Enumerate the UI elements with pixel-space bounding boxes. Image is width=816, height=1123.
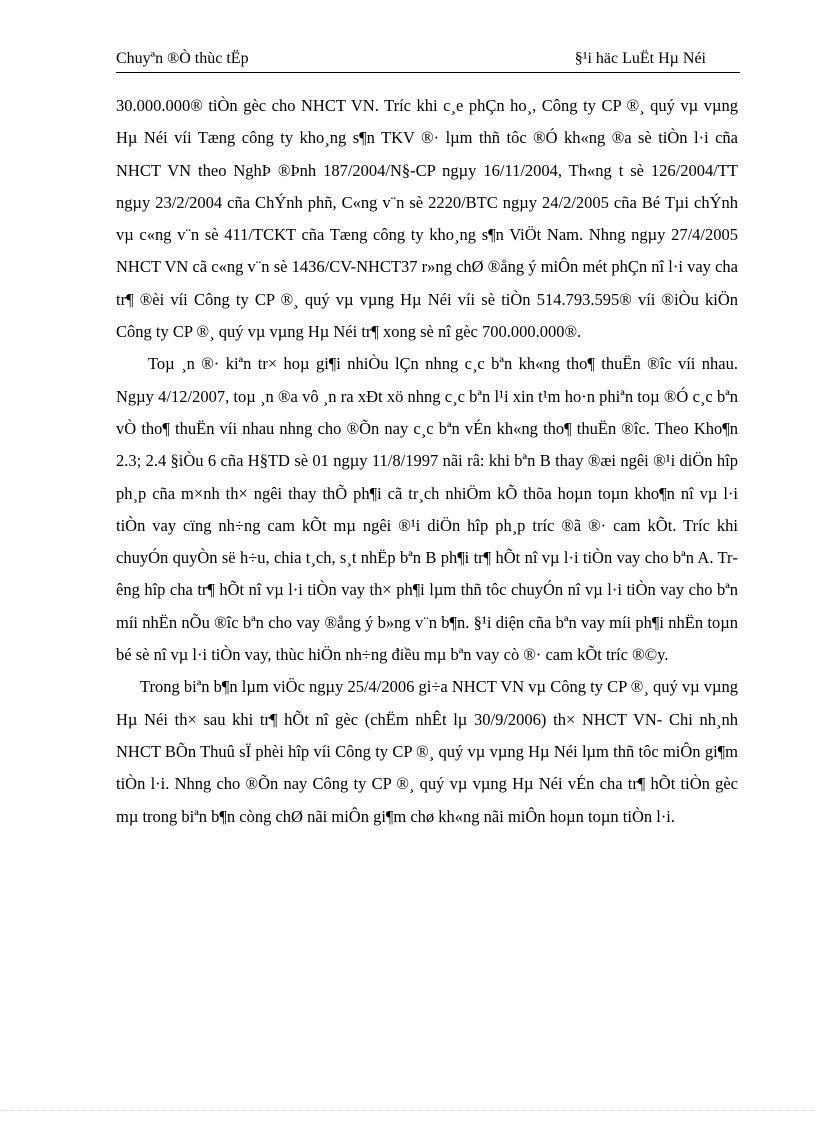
page-bottom-divider xyxy=(0,1110,816,1111)
header-university: §¹i häc LuËt Hµ Néi xyxy=(574,50,706,67)
page-header xyxy=(116,50,740,73)
paragraph-1: 30.000.000® tiÒn gèc cho NHCT VN. Tríc khi c¸e phÇn ho¸, Công ty CP ®¸ quý vµ vµng Hµ Néi víi Tæng công ty kho¸ng s¶n TKV ®· lµm thñ tôc ®Ó kh«ng ®a sè tiÒn l·i cña NHCT VN theo NghÞ ®Þnh 187/2004/N§-CP ngµy 16/11/2004, Th«ng t sè 126/2004/TT ngµy 23/2/2004 cña ChÝnh phñ, C«ng v¨n sè 2220/BTC ngµy 24/2/2005 cña Bé Tµi chÝnh vµ c«ng v¨n sè 411/TCKT cña Tæng công ty kho¸ng s¶n ViÖt Nam. Nhng ngµy 27/4/2005 NHCT VN cã c«ng v¨n sè 1436/CV-NHCT37 r»ng chØ ®ång ý miÔn mét phÇn nî l·i vay cha tr¶ ®èi víi Công ty CP ®¸ quý vµ vµng Hµ Néi víi sè tiÒn 514.793.595® víi ®iÒu kiÖn Công ty CP ®¸ quý vµ vµng Hµ Néi tr¶ xong sè nî gèc 700.000.000®. xyxy=(116,96,738,342)
paragraph-2: Toµ ¸n ®· kiªn tr× hoµ gi¶i nhiÒu lÇn nhng c¸c bªn kh«ng tho¶ thuËn ®îc víi nhau. Ngµy 4/12/2007, toµ ¸n ®a vô ¸n ra xÐt xö nhng c¸c bªn l¹i xin t¹m ho·n phiªn toµ ®Ó c¸c bªn vÒ tho¶ thuËn víi nhau nhng cho ®Õn nay c¸c bªn vÉn kh«ng tho¶ thuËn ®îc. Theo Kho¶n 2.3; 2.4 §iÒu 6 cña H§TD sè 01 ngµy 11/8/1997 nãi râ: khi bªn B thay ®æi ngêi ®¹i diÖn hîp ph¸p cña m×nh th× ngêi thay thÕ ph¶i cã tr¸ch nhiÖm kÕ thõa hoµn toµn kho¶n nî vµ l·i tiÒn vay cïng nh÷ng cam kÕt mµ ngêi ®¹i diÖn hîp ph¸p tríc ®ã ®· cam kÕt. Tríc khi chuyÓn quyÒn së h÷u, chia t¸ch, s¸t nhËp bªn B ph¶i tr¶ hÕt nî vµ l·i tiÒn vay cho bªn A. Trêng hîp cha tr¶ hÕt nî vµ l·i tiÒn vay th× ph¶i lµm thñ tôc chuyÓn nî vµ l·i tiÒn vay cho bªn míi nhËn nÕu ®îc bªn cho vay ®ång ý b»ng v¨n b¶n. §¹i diện cña bªn vay míi ph¶i nhËn toµn bé sè nî vµ l·i tiÒn vay, thùc hiÖn nh÷ng điều mµ bªn vay cò ®· cam kÕt tríc ®©y. xyxy=(116,354,738,665)
header-topic: Chuyªn ®Ò thùc tËp xyxy=(116,50,249,67)
paragraph-3: Trong biªn b¶n lµm viÖc ngµy 25/4/2006 gi÷a NHCT VN vµ Công ty CP ®¸ quý vµ vµng Hµ Néi th× sau khi tr¶ hÕt nî gèc (chËm nhÊt lµ 30/9/2006) th× NHCT VN- Chi nh¸nh NHCT BÕn Thuû sÏ phèi hîp víi Công ty CP ®¸ quý vµ vµng Hµ Néi lµm thñ tôc miÔn gi¶m tiÒn l·i. Nhng cho ®Õn nay Công ty CP ®¸ quý vµ vµng Hµ Néi vÉn cha tr¶ hÕt tiÒn gèc mµ trong biªn b¶n còng chØ nãi miÔn gi¶m chø kh«ng nãi miÔn hoµn toµn tiÒn l·i. xyxy=(116,677,738,826)
document-body xyxy=(116,90,738,833)
